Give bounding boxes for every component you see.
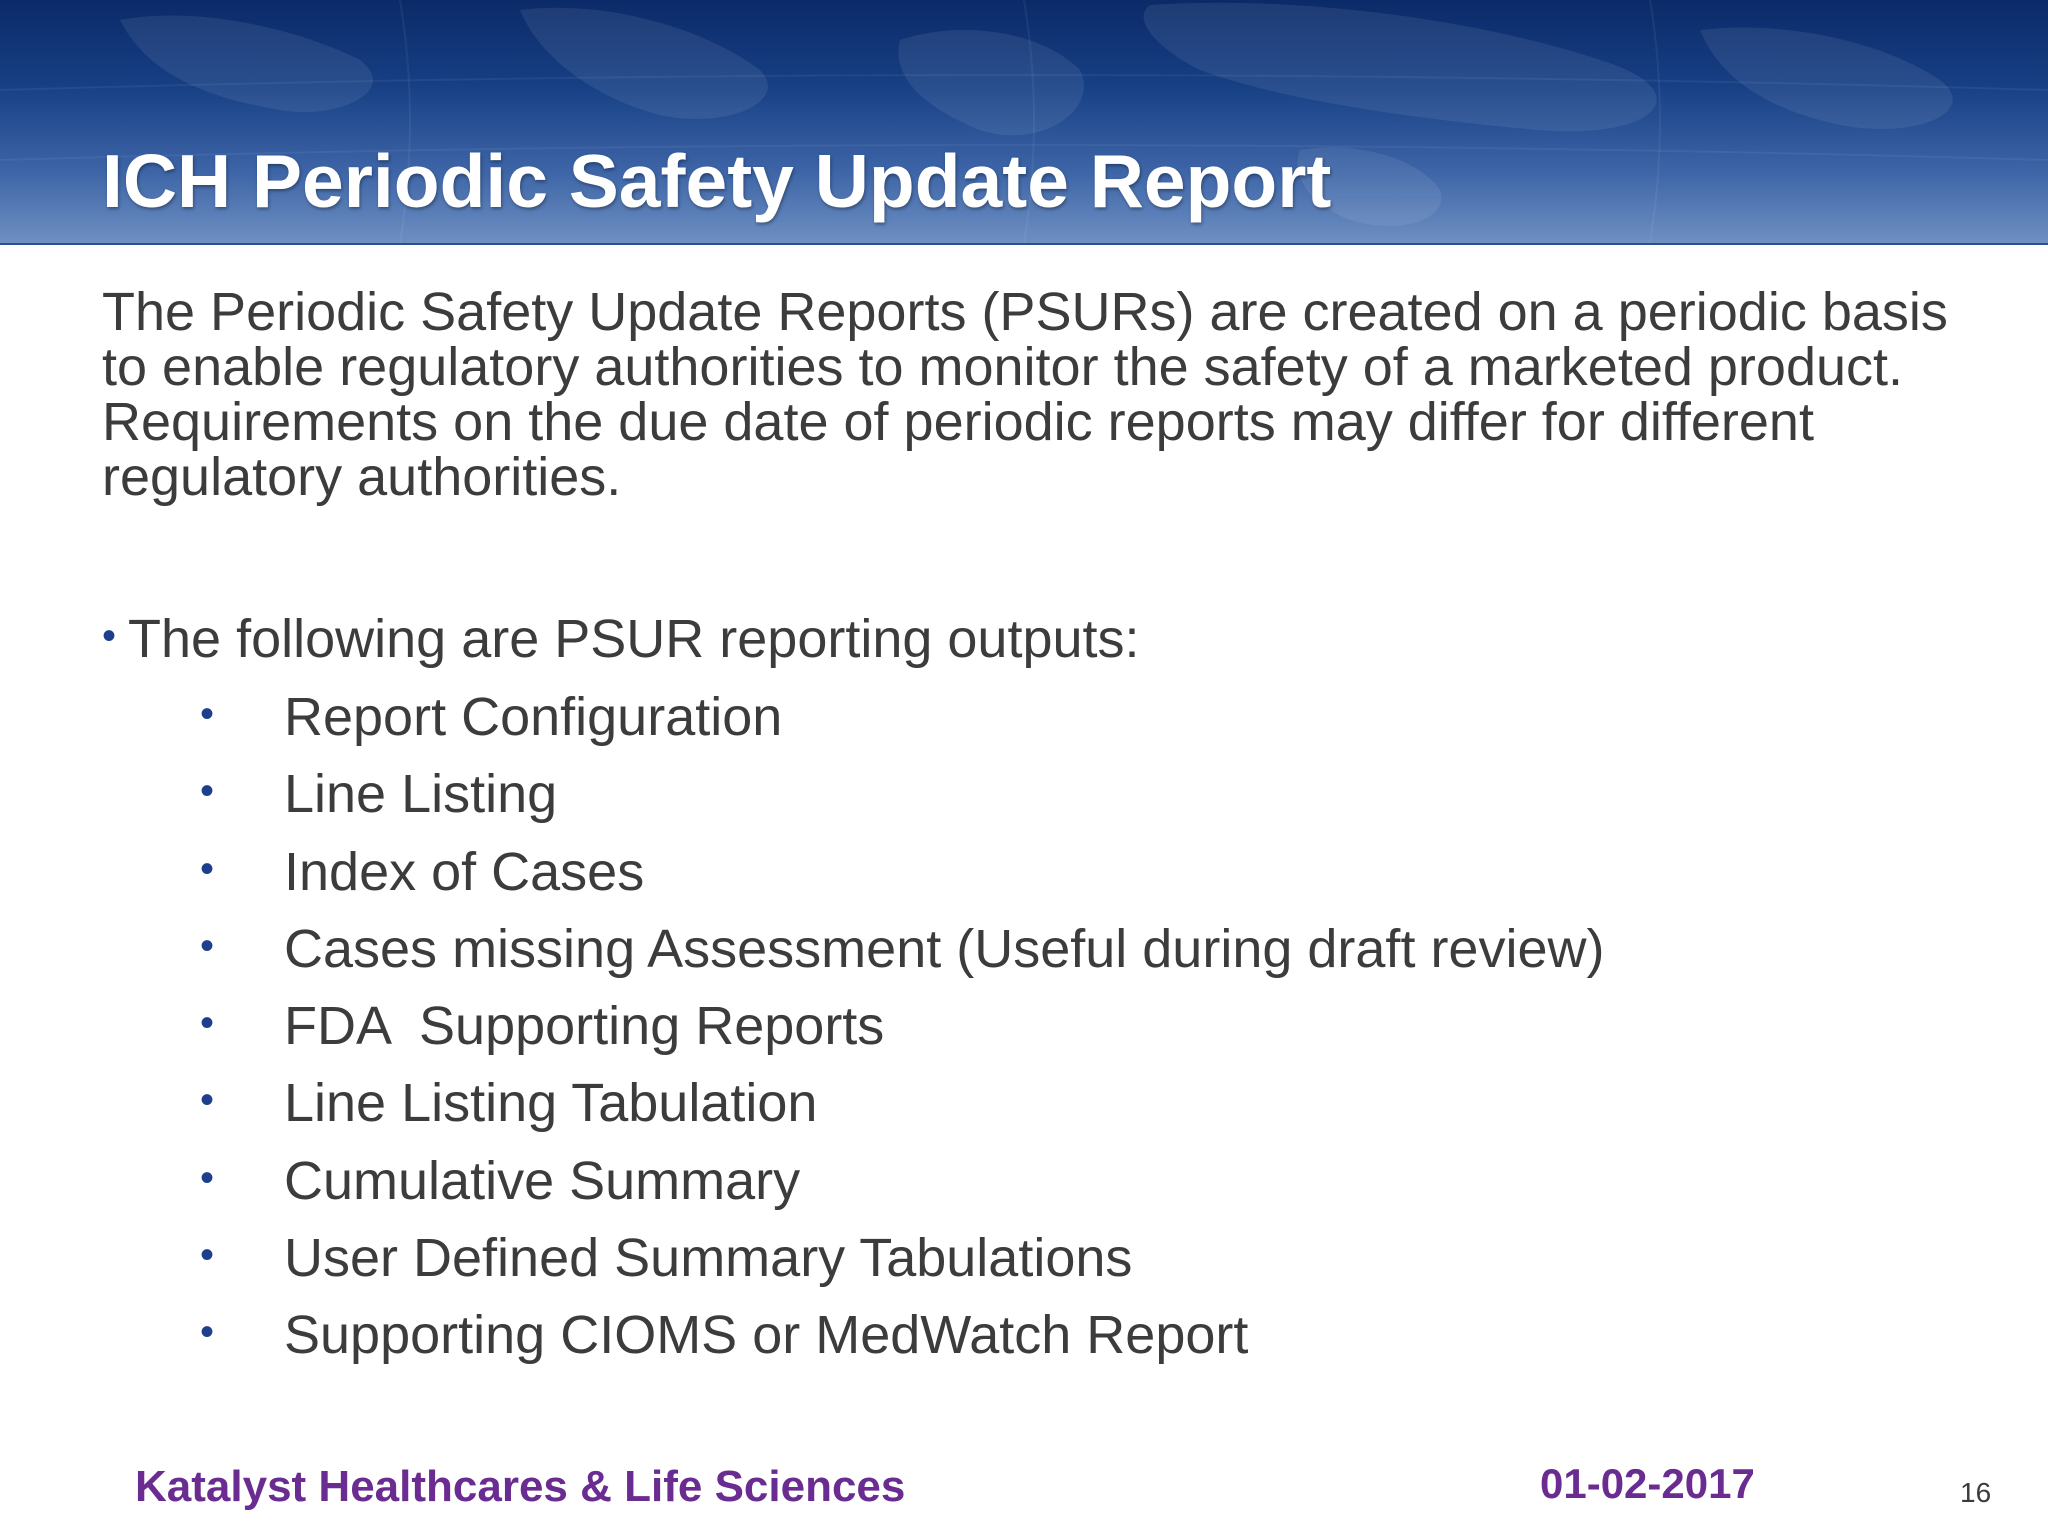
bullet-icon: • [200,692,215,736]
list-item-text: Line Listing [284,764,558,825]
slide-number: 16 [1960,1477,1992,1508]
list-item-text: Cumulative Summary [284,1150,801,1211]
list-item-text: Cases missing Assessment (Useful during draft review) [284,918,1605,979]
list-item-text: Supporting CIOMS or MedWatch Report [284,1305,1249,1366]
footer-date: 01-02-2017 [1540,1460,1755,1507]
bullet-icon: • [200,1078,215,1123]
bullet-icon: • [200,1001,215,1046]
bullet-icon: • [200,1233,215,1278]
header-banner [0,0,2048,245]
bullet-icon: • [200,923,215,968]
bullet-icon: • [200,1310,215,1355]
bullet-icon: • [200,769,215,814]
list-item-text: Line Listing Tabulation [284,1073,818,1134]
lead-bullet-item [102,608,1140,670]
list-item-text: User Defined Summary Tabulations [284,1228,1133,1289]
bullet-icon: • [102,614,117,658]
intro-paragraph: The Periodic Safety Update Reports (PSURs) are created on a periodic basis to enable regulatory authorities to monitor the safety of a marketed product. Requirements on the due date of periodic reports may differ for different regulatory authorities. [102,282,1948,507]
slide-title: ICH Periodic Safety Update Report [102,139,1332,223]
bullet-icon: • [200,846,215,891]
list-item-text: Index of Cases [284,841,645,902]
lead-bullet-text: The following are PSUR reporting outputs: [128,609,1140,669]
list-item-text: Report Configuration [284,687,783,747]
footer-company-name: Katalyst Healthcares & Life Sciences [135,1462,906,1511]
bullet-icon: • [200,1155,215,1200]
list-item-text: FDA Supporting Reports [284,996,885,1057]
